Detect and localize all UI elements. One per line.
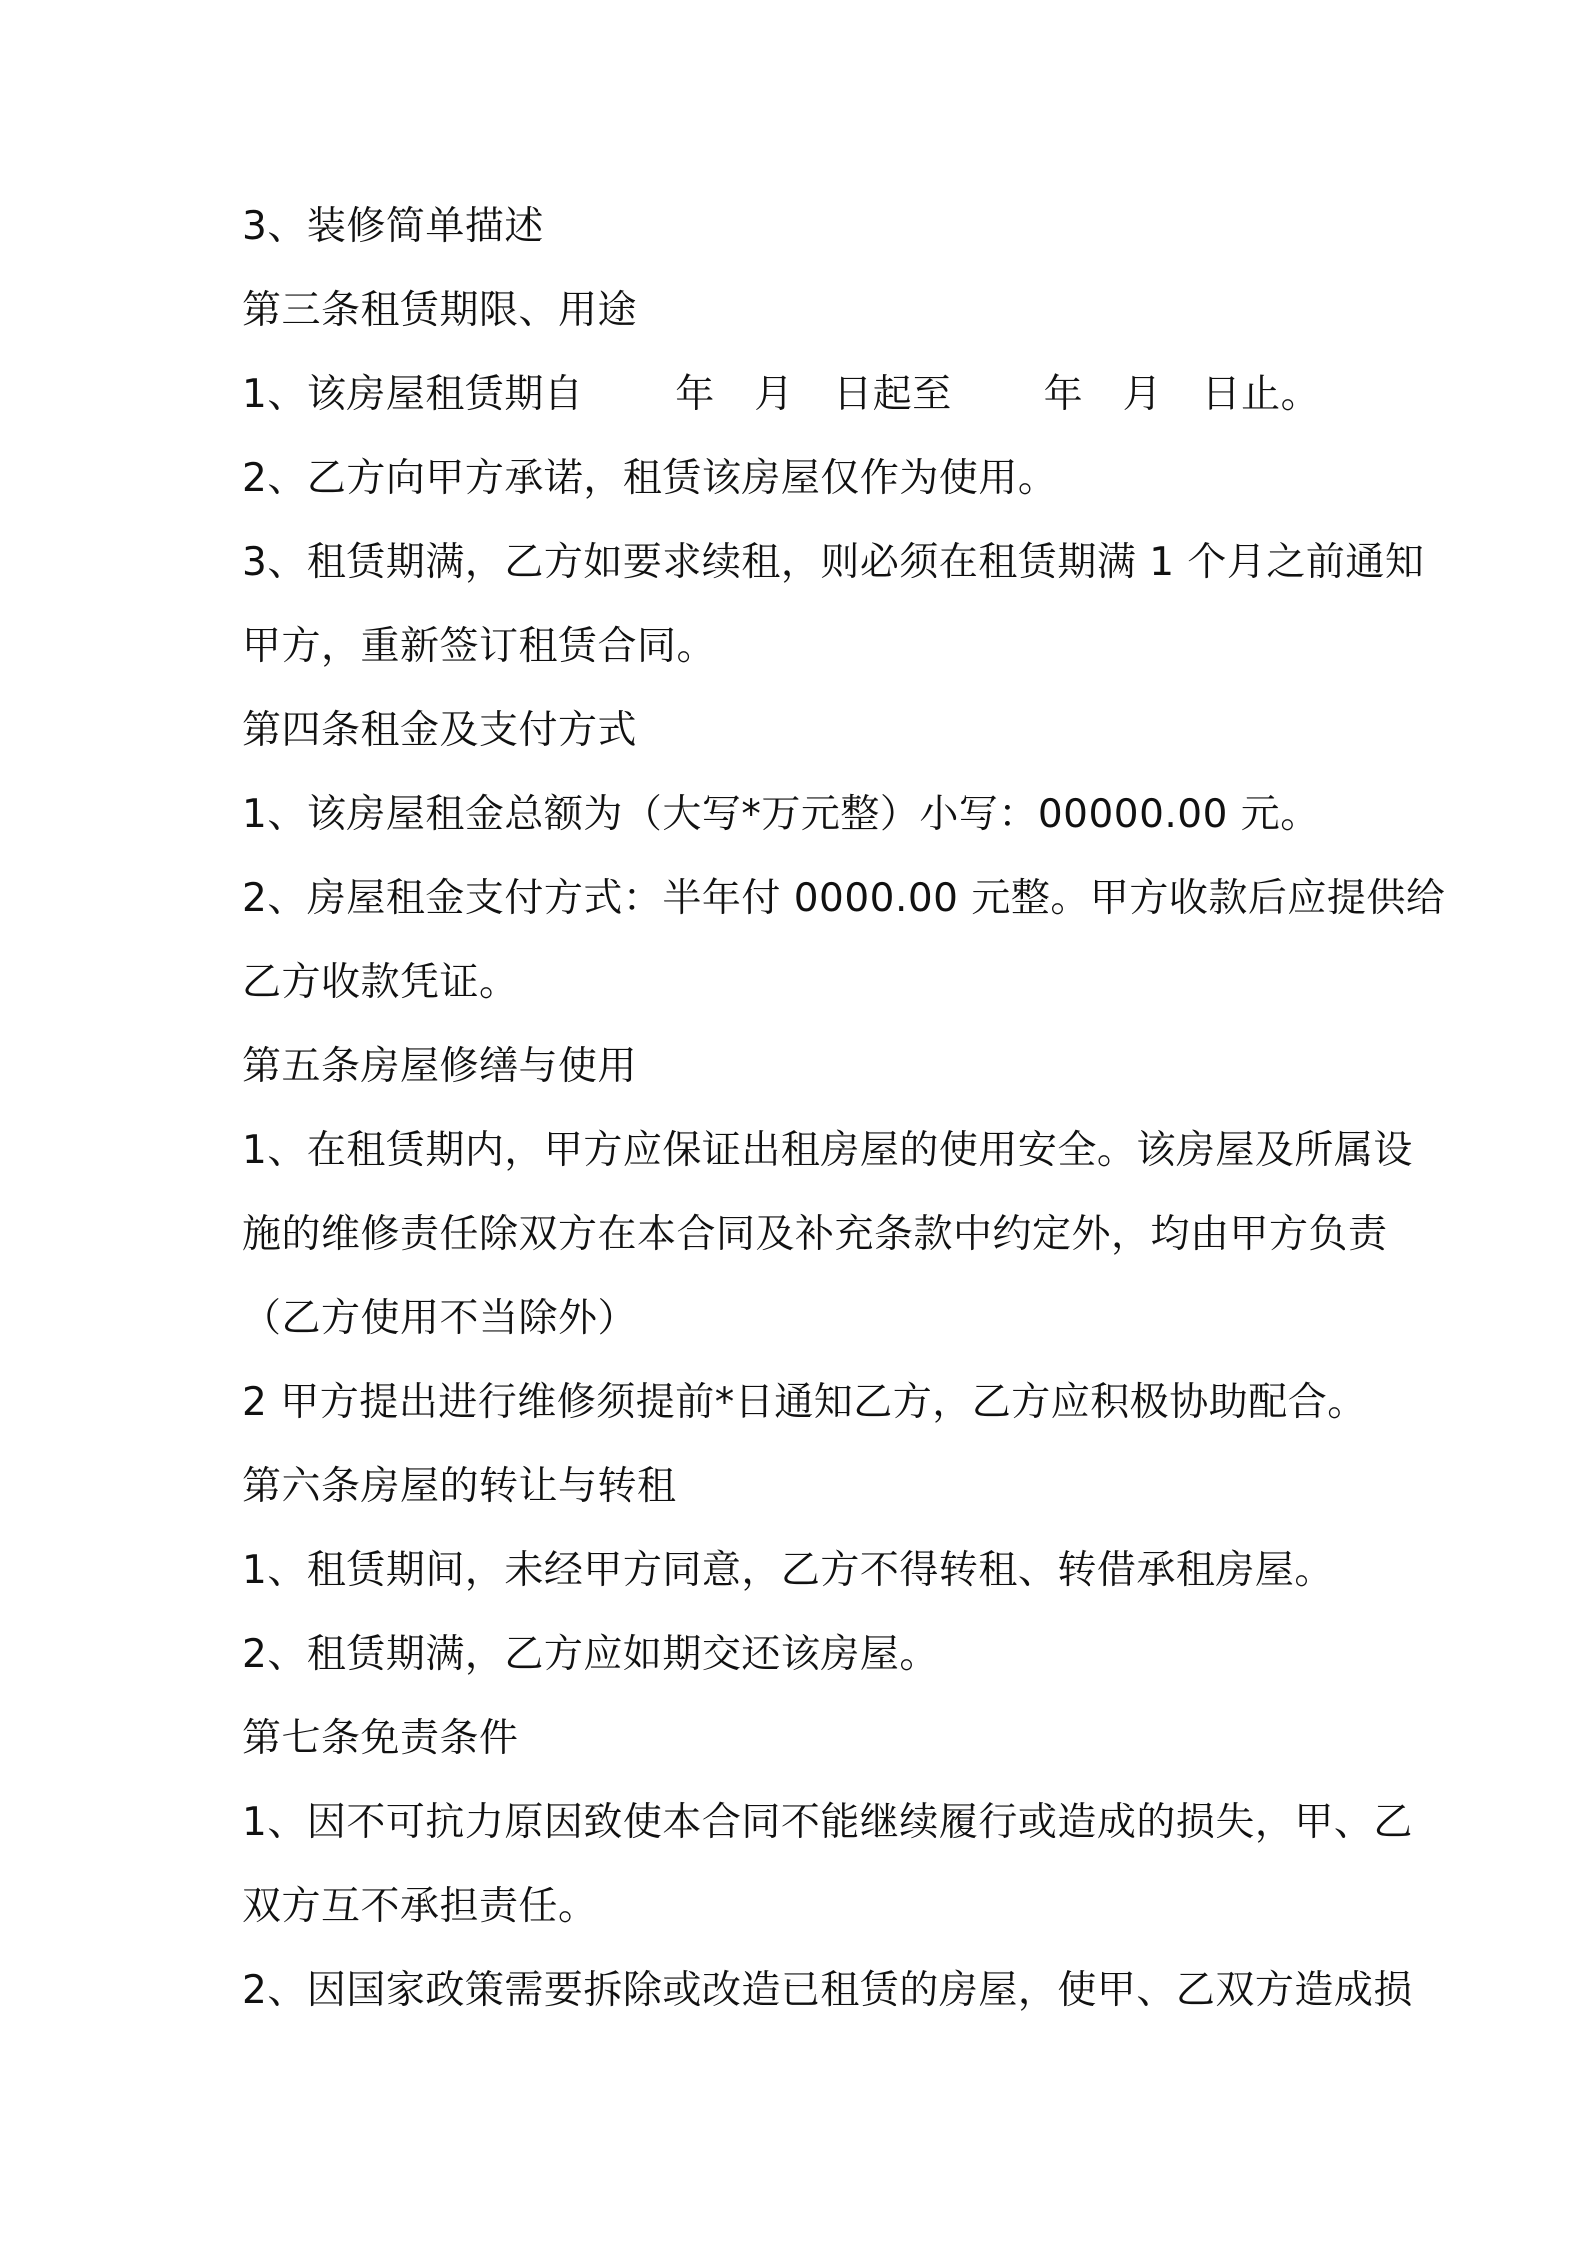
text-line: 1、因不可抗力原因致使本合同不能继续履行或造成的损失，甲、乙 — [242, 1800, 1413, 1845]
text-line: 施的维修责任除双方在本合同及补充条款中约定外，均由甲方负责 — [242, 1212, 1388, 1257]
text-line: （乙方使用不当除外） — [242, 1296, 638, 1341]
text-line: 乙方收款凭证。 — [242, 960, 519, 1005]
text-line: 1、在租赁期内，甲方应保证出租房屋的使用安全。该房屋及所属设 — [242, 1128, 1413, 1173]
text-line: 2、乙方向甲方承诺，租赁该房屋仅作为使用。 — [242, 456, 1058, 501]
section-heading: 第六条房屋的转让与转租 — [242, 1464, 677, 1509]
section-heading: 第四条租金及支付方式 — [242, 708, 638, 753]
text-line: 3、租赁期满，乙方如要求续租，则必须在租赁期满 1 个月之前通知 — [242, 540, 1425, 585]
section-heading: 第七条免责条件 — [242, 1716, 519, 1761]
text-line: 双方互不承担责任。 — [242, 1884, 598, 1929]
section-heading: 第五条房屋修缮与使用 — [242, 1044, 638, 1089]
text-line: 1、该房屋租金总额为（大写*万元整）小写：00000.00 元。 — [242, 792, 1320, 837]
section-heading: 第三条租赁期限、用途 — [242, 288, 638, 333]
text-line: 1、该房屋租赁期自 年 月 日起至 年 月 日止。 — [242, 372, 1321, 417]
text-line: 2、租赁期满，乙方应如期交还该房屋。 — [242, 1632, 939, 1677]
text-line: 甲方，重新签订租赁合同。 — [242, 624, 717, 669]
text-line: 2、房屋租金支付方式：半年付 0000.00 元整。甲方收款后应提供给 — [242, 876, 1446, 921]
text-line: 2、因国家政策需要拆除或改造已租赁的房屋，使甲、乙双方造成损 — [242, 1968, 1413, 2013]
text-line: 2 甲方提出进行维修须提前*日通知乙方，乙方应积极协助配合。 — [242, 1380, 1367, 1425]
text-line: 3、装修简单描述 — [242, 204, 544, 249]
text-line: 1、租赁期间，未经甲方同意，乙方不得转租、转借承租房屋。 — [242, 1548, 1334, 1593]
